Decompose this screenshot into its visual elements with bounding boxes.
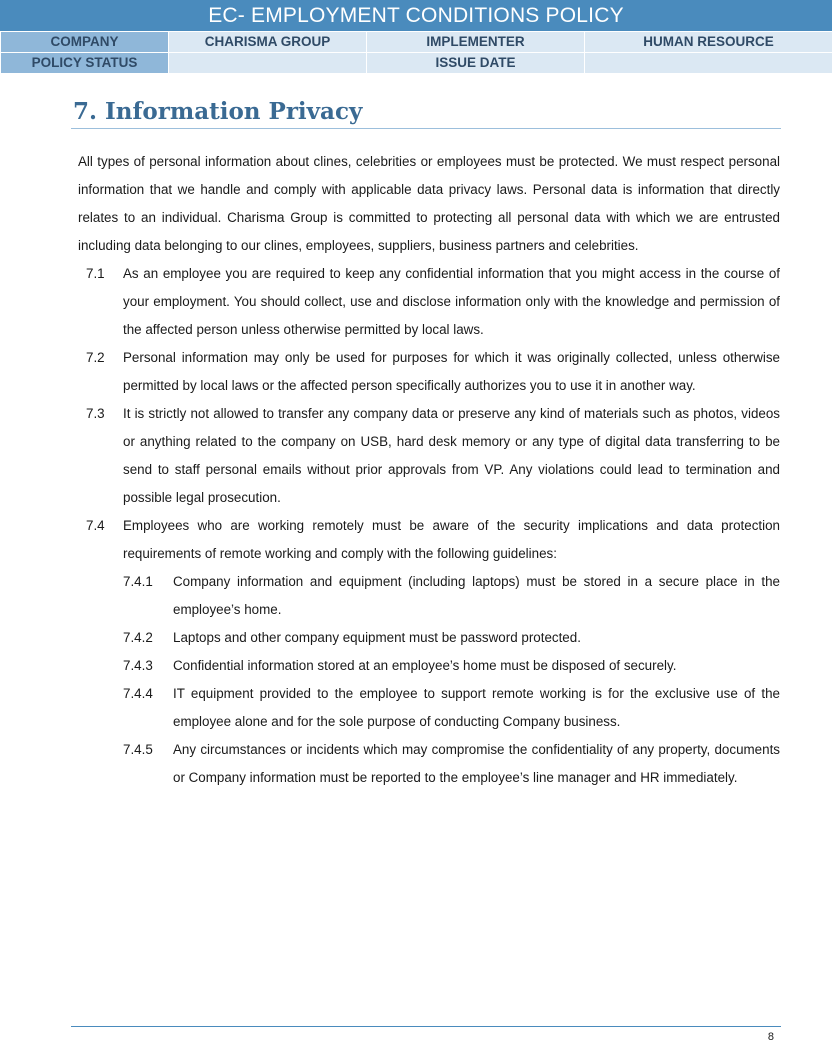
sub-list-item-text: Company information and equipment (including laptops) must be stored in a secure place in the employee’s home. [173,574,780,617]
section-divider [71,128,781,129]
list-item-text: It is strictly not allowed to transfer any company data or preserve any kind of materials such as photos, videos or anything related to the company on USB, hard desk memory or any type of digital data transferring to be send to staff personal emails without prior approvals from VP. Any violations could lead to termination and possible legal prosecution. [123,406,780,505]
list-item-text: As an employee you are required to keep any confidential information that you might access in the course of your employment. You should collect, use and disclose information only with the knowledge and permission of the affected person unless otherwise permitted by local laws. [123,266,780,337]
policy-info-row [1,53,833,74]
sub-list-item-number: 7.4.2 [123,630,153,645]
list-item-text: Personal information may only be used for purposes for which it was originally collected, unless otherwise permitted by local laws or the affected person specifically authorizes you to use it in another way. [123,350,780,393]
sub-list-item-number: 7.4.1 [123,574,153,589]
company-label: COMPANY [1,32,169,53]
policy-status-label: POLICY STATUS [1,53,169,74]
implementer-value: HUMAN RESOURCE [585,32,833,53]
issue-date-label: ISSUE DATE [367,53,585,74]
section-title: 7. Information Privacy [73,98,363,125]
sub-list-item-number: 7.4.4 [123,686,153,701]
sub-list-item [78,568,780,624]
list-item-number: 7.2 [86,350,105,365]
sub-list-item-number: 7.4.5 [123,742,153,757]
policy-info-table [0,31,833,74]
list-item-text: Employees who are working remotely must be aware of the security implications and data protection requirements of remote working and comply with the following guidelines: [123,518,780,561]
footer-divider [71,1026,781,1027]
list-item [78,260,780,344]
list-item-number: 7.4 [86,518,105,533]
sub-list-item [78,652,780,680]
implementer-label: IMPLEMENTER [367,32,585,53]
sub-list-item [78,680,780,736]
sub-list-item-text: Laptops and other company equipment must be password protected. [173,630,581,645]
list-item-number: 7.1 [86,266,105,281]
page-number: 8 [767,1031,774,1043]
sub-list-item-text: Any circumstances or incidents which may compromise the confidentiality of any property, documents or Company information must be reported to the employee’s line manager and HR immediately. [173,742,780,785]
sub-list-item-number: 7.4.3 [123,658,153,673]
intro-paragraph: All types of personal information about clines, celebrities or employees must be protected. We must respect personal information that we handle and comply with applicable data privacy laws. Personal data is information that directly relates to an individual. Charisma Group is committed to protecting all personal data with which we are entrusted including data belonging to our clines, employees, suppliers, business partners and celebrities. [78,154,780,253]
sub-list-item [78,736,780,792]
list-item [78,344,780,400]
section-body [78,148,780,792]
sub-list-item [78,624,780,652]
list-item [78,400,780,512]
policy-status-value [169,53,367,74]
list-item-number: 7.3 [86,406,105,421]
company-value: CHARISMA GROUP [169,32,367,53]
document-title: EC- EMPLOYMENT CONDITIONS POLICY [0,0,832,31]
sub-list-item-text: Confidential information stored at an employee’s home must be disposed of securely. [173,658,677,673]
issue-date-value [585,53,833,74]
policy-info-row [1,32,833,53]
sub-list-item-text: IT equipment provided to the employee to support remote working is for the exclusive use of the employee alone and for the sole purpose of conducting Company business. [173,686,780,729]
list-item [78,512,780,568]
